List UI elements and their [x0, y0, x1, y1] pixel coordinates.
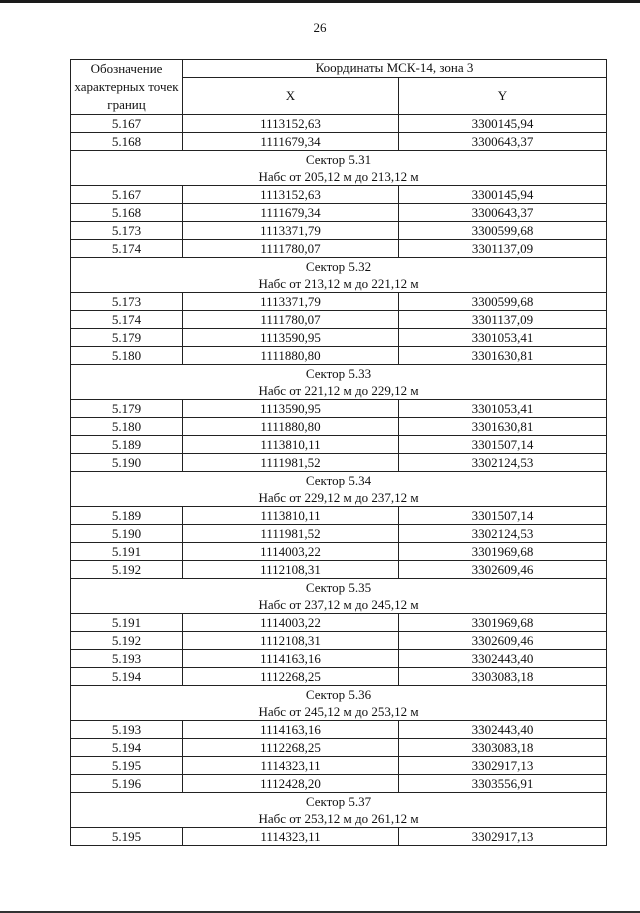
- table-row: [71, 525, 607, 543]
- x-coordinate-cell: 1111679,34: [183, 204, 399, 222]
- sector-title: Сектор 5.36: [305, 687, 372, 702]
- table-body: [71, 115, 607, 846]
- point-id-cell: 5.191: [71, 614, 183, 632]
- sector-cell: [71, 258, 607, 293]
- x-coordinate-cell: 1114003,22: [183, 543, 399, 561]
- y-coordinate-cell: 3300643,37: [399, 204, 607, 222]
- sector-title: Сектор 5.34: [305, 473, 372, 488]
- sector-title: Сектор 5.37: [305, 794, 372, 809]
- y-coordinate-cell: 3301053,41: [399, 329, 607, 347]
- x-coordinate-cell: 1114323,11: [183, 757, 399, 775]
- point-id-cell: 5.173: [71, 222, 183, 240]
- x-coordinate-cell: 1113810,11: [183, 507, 399, 525]
- sector-height-range: Набс от 245,12 м до 253,12 м: [258, 704, 419, 719]
- point-id-cell: 5.168: [71, 133, 183, 151]
- x-coordinate-cell: 1113590,95: [183, 329, 399, 347]
- sector-height-range: Набс от 229,12 м до 237,12 м: [258, 490, 419, 505]
- point-id-cell: 5.189: [71, 436, 183, 454]
- x-coordinate-cell: 1112428,20: [183, 775, 399, 793]
- y-coordinate-cell: 3301969,68: [399, 543, 607, 561]
- y-coordinate-cell: 3301969,68: [399, 614, 607, 632]
- y-coordinate-cell: 3300145,94: [399, 115, 607, 133]
- point-id-cell: 5.190: [71, 454, 183, 472]
- y-coordinate-cell: 3300145,94: [399, 186, 607, 204]
- point-id-cell: 5.192: [71, 632, 183, 650]
- x-coordinate-cell: 1113371,79: [183, 293, 399, 311]
- y-coordinate-cell: 3303083,18: [399, 668, 607, 686]
- sector-height-range: Набс от 205,12 м до 213,12 м: [258, 169, 419, 184]
- point-id-cell: 5.190: [71, 525, 183, 543]
- point-id-header: Обозначение характерных точек границ: [71, 60, 183, 115]
- sector-row: [71, 365, 607, 400]
- table-header: [71, 60, 607, 115]
- point-id-cell: 5.180: [71, 418, 183, 436]
- x-column-header: X: [183, 77, 399, 114]
- x-coordinate-cell: 1111981,52: [183, 454, 399, 472]
- x-coordinate-cell: 1114323,11: [183, 828, 399, 846]
- x-coordinate-cell: 1111880,80: [183, 418, 399, 436]
- table-row: [71, 507, 607, 525]
- table-row: [71, 418, 607, 436]
- x-coordinate-cell: 1114003,22: [183, 614, 399, 632]
- sector-cell: [71, 579, 607, 614]
- point-id-cell: 5.174: [71, 240, 183, 258]
- point-id-cell: 5.174: [71, 311, 183, 329]
- x-coordinate-cell: 1113152,63: [183, 115, 399, 133]
- sector-row: [71, 258, 607, 293]
- table-row: [71, 293, 607, 311]
- y-coordinate-cell: 3302917,13: [399, 828, 607, 846]
- x-coordinate-cell: 1112268,25: [183, 668, 399, 686]
- y-coordinate-cell: 3301507,14: [399, 507, 607, 525]
- sector-cell: [71, 793, 607, 828]
- table-row: [71, 668, 607, 686]
- sector-title: Сектор 5.35: [305, 580, 372, 595]
- table-row: [71, 329, 607, 347]
- table-row: [71, 543, 607, 561]
- sector-row: [71, 472, 607, 507]
- x-coordinate-cell: 1114163,16: [183, 721, 399, 739]
- point-id-cell: 5.179: [71, 400, 183, 418]
- y-coordinate-cell: 3300643,37: [399, 133, 607, 151]
- y-coordinate-cell: 3302443,40: [399, 650, 607, 668]
- table-row: [71, 775, 607, 793]
- point-id-cell: 5.196: [71, 775, 183, 793]
- table-row: [71, 311, 607, 329]
- y-coordinate-cell: 3302124,53: [399, 525, 607, 543]
- table-row: [71, 614, 607, 632]
- sector-row: [71, 793, 607, 828]
- table-row: [71, 739, 607, 757]
- table-row: [71, 650, 607, 668]
- table-row: [71, 115, 607, 133]
- sector-title: Сектор 5.32: [305, 259, 372, 274]
- y-coordinate-cell: 3301137,09: [399, 311, 607, 329]
- table-row: [71, 347, 607, 365]
- x-coordinate-cell: 1111880,80: [183, 347, 399, 365]
- x-coordinate-cell: 1112268,25: [183, 739, 399, 757]
- table-row: [71, 721, 607, 739]
- x-coordinate-cell: 1113810,11: [183, 436, 399, 454]
- sector-cell: [71, 365, 607, 400]
- x-coordinate-cell: 1112108,31: [183, 561, 399, 579]
- sector-height-range: Набс от 237,12 м до 245,12 м: [258, 597, 419, 612]
- table-row: [71, 828, 607, 846]
- y-coordinate-cell: 3301630,81: [399, 418, 607, 436]
- table-row: [71, 186, 607, 204]
- y-coordinate-cell: 3303083,18: [399, 739, 607, 757]
- coordinates-table: [70, 59, 607, 846]
- x-coordinate-cell: 1111780,07: [183, 311, 399, 329]
- y-coordinate-cell: 3301507,14: [399, 436, 607, 454]
- sector-height-range: Набс от 213,12 м до 221,12 м: [258, 276, 419, 291]
- sector-cell: [71, 151, 607, 186]
- y-coordinate-cell: 3302917,13: [399, 757, 607, 775]
- table-row: [71, 204, 607, 222]
- x-coordinate-cell: 1113152,63: [183, 186, 399, 204]
- sector-title: Сектор 5.33: [305, 366, 372, 381]
- point-id-cell: 5.180: [71, 347, 183, 365]
- scan-top-edge: [0, 0, 640, 3]
- y-coordinate-cell: 3301630,81: [399, 347, 607, 365]
- table-row: [71, 222, 607, 240]
- point-id-cell: 5.193: [71, 721, 183, 739]
- table-row: [71, 400, 607, 418]
- y-coordinate-cell: 3302609,46: [399, 561, 607, 579]
- point-id-cell: 5.193: [71, 650, 183, 668]
- table-row: [71, 133, 607, 151]
- point-id-cell: 5.195: [71, 757, 183, 775]
- x-coordinate-cell: 1114163,16: [183, 650, 399, 668]
- sector-row: [71, 686, 607, 721]
- y-coordinate-cell: 3301053,41: [399, 400, 607, 418]
- point-id-cell: 5.195: [71, 828, 183, 846]
- table-row: [71, 632, 607, 650]
- x-coordinate-cell: 1113371,79: [183, 222, 399, 240]
- point-id-cell: 5.167: [71, 115, 183, 133]
- table-row: [71, 240, 607, 258]
- table-row: [71, 561, 607, 579]
- point-id-cell: 5.191: [71, 543, 183, 561]
- y-coordinate-cell: 3302609,46: [399, 632, 607, 650]
- sector-height-range: Набс от 221,12 м до 229,12 м: [258, 383, 419, 398]
- point-id-cell: 5.173: [71, 293, 183, 311]
- point-id-cell: 5.179: [71, 329, 183, 347]
- y-coordinate-cell: 3300599,68: [399, 222, 607, 240]
- x-coordinate-cell: 1111981,52: [183, 525, 399, 543]
- y-coordinate-cell: 3302124,53: [399, 454, 607, 472]
- sector-cell: [71, 472, 607, 507]
- y-coordinate-cell: 3300599,68: [399, 293, 607, 311]
- x-coordinate-cell: 1111679,34: [183, 133, 399, 151]
- sector-row: [71, 579, 607, 614]
- point-id-cell: 5.167: [71, 186, 183, 204]
- y-coordinate-cell: 3301137,09: [399, 240, 607, 258]
- y-coordinate-cell: 3302443,40: [399, 721, 607, 739]
- page-number: 26: [313, 20, 327, 35]
- point-id-cell: 5.194: [71, 739, 183, 757]
- point-id-cell: 5.168: [71, 204, 183, 222]
- coordinate-system-header: Координаты МСК-14, зона 3: [183, 60, 607, 78]
- table-row: [71, 436, 607, 454]
- table-row: [71, 454, 607, 472]
- x-coordinate-cell: 1111780,07: [183, 240, 399, 258]
- sector-cell: [71, 686, 607, 721]
- sector-height-range: Набс от 253,12 м до 261,12 м: [258, 811, 419, 826]
- x-coordinate-cell: 1113590,95: [183, 400, 399, 418]
- sector-row: [71, 151, 607, 186]
- point-id-cell: 5.192: [71, 561, 183, 579]
- sector-title: Сектор 5.31: [305, 152, 372, 167]
- point-id-cell: 5.189: [71, 507, 183, 525]
- x-coordinate-cell: 1112108,31: [183, 632, 399, 650]
- y-column-header: Y: [399, 77, 607, 114]
- y-coordinate-cell: 3303556,91: [399, 775, 607, 793]
- table-row: [71, 757, 607, 775]
- point-id-cell: 5.194: [71, 668, 183, 686]
